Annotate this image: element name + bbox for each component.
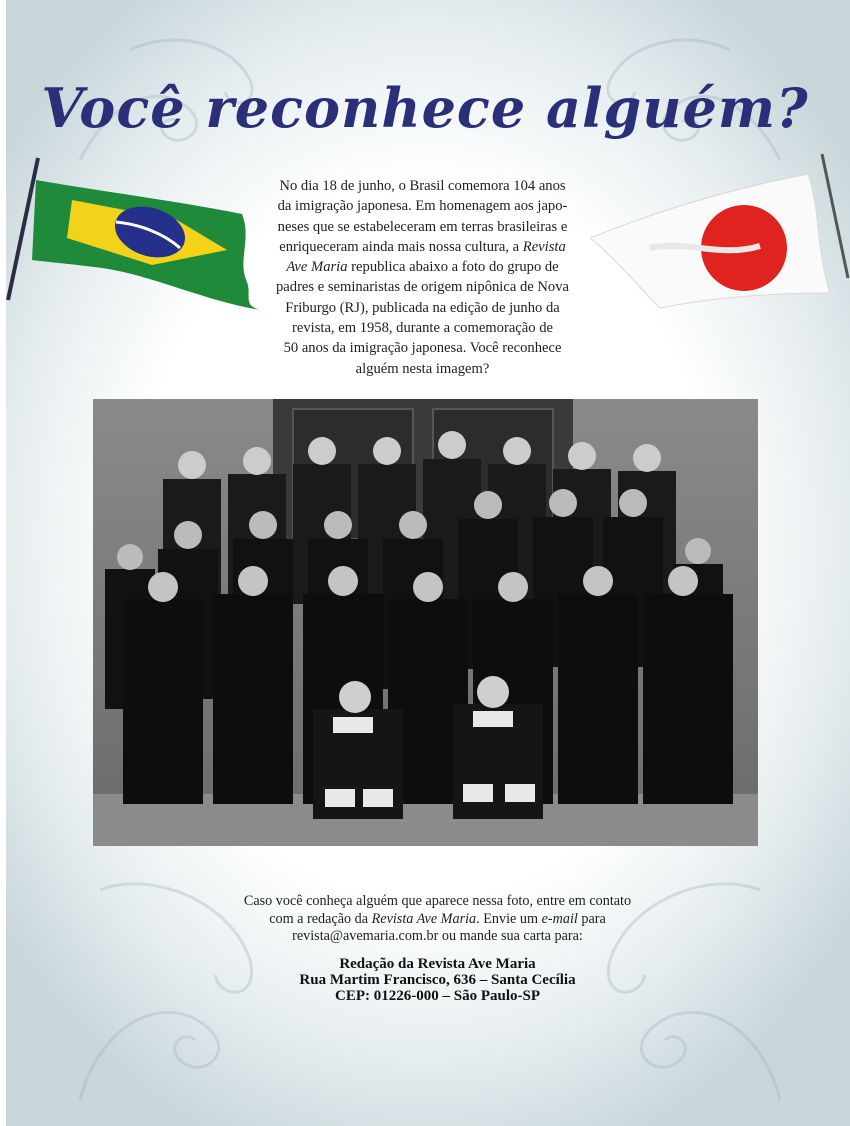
contact-line: Caso você conheça alguém que aparece nessa foto, entre em contato — [243, 893, 632, 909]
intro-line: 50 anos da imigração japonesa. Você reconhece — [283, 340, 562, 357]
intro-line: da imigração japonesa. Em homenagem aos japo- — [277, 198, 568, 215]
magazine-name: Ave Maria — [286, 259, 348, 276]
contact-line: revista@avemaria.com.br ou mande sua carta para: — [292, 928, 583, 944]
group-photo — [93, 399, 758, 846]
contact-line: com a redação da Revista Ave Maria. Envie um e-mail para — [269, 910, 606, 927]
magazine-name: Revista Ave Maria — [371, 910, 477, 927]
brazil-flag — [2, 150, 264, 320]
intro-line: enriqueceram ainda mais nossa cultura, a Revista — [279, 238, 566, 255]
contact-text — [210, 893, 665, 946]
intro-line: Ave Maria republica abaixo a foto do grupo de — [286, 259, 559, 276]
intro-line: alguém nesta imagem? — [355, 360, 490, 377]
intro-line: neses que se estabeleceram em terras brasileiras e — [277, 218, 568, 235]
intro-line: padres e seminaristas de origem nipônica de Nova — [276, 279, 569, 296]
address-street: Rua Martim Francisco, 636 – Santa Cecília — [299, 972, 576, 988]
magazine-name: Revista — [522, 238, 566, 255]
intro-line: No dia 18 de junho, o Brasil comemora 104 anos — [279, 178, 566, 194]
address-cep: CEP: 01226-000 – São Paulo-SP — [334, 988, 540, 1004]
email-word: e-mail — [541, 910, 578, 927]
address-name: Redação da Revista Ave Maria — [339, 956, 536, 972]
japan-flag — [590, 148, 850, 328]
page-title: Você reconhece alguém? — [41, 76, 809, 140]
intro-line: revista, em 1958, durante a comemoração de — [292, 320, 553, 337]
postal-address — [210, 956, 665, 1004]
group-photo-image — [93, 399, 758, 846]
intro-text — [250, 176, 595, 379]
intro-line: Friburgo (RJ), publicada na edição de junho da — [285, 299, 560, 316]
